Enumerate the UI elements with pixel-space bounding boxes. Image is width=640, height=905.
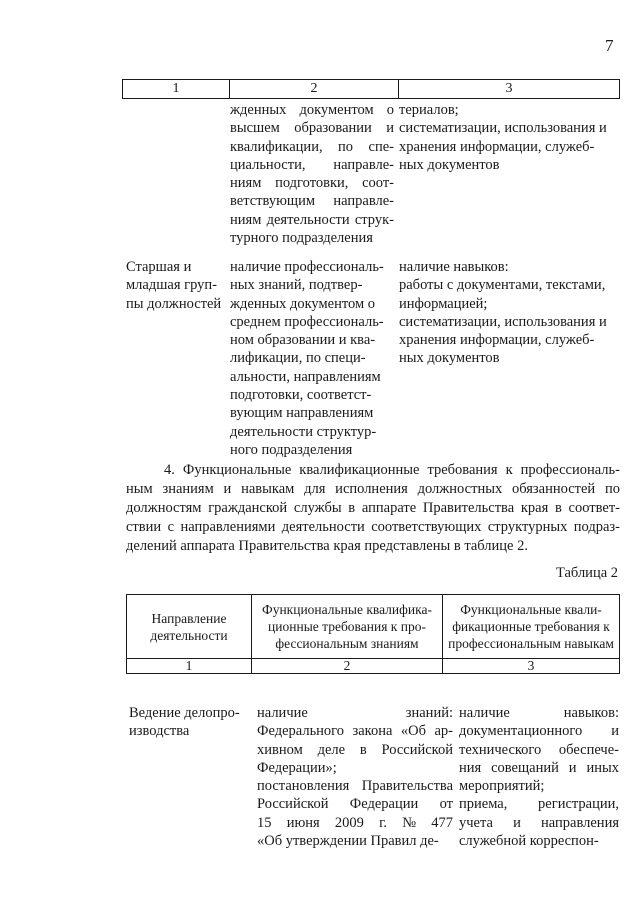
text-line: хранения информации, служеб- <box>399 138 595 155</box>
text-line: турного подразделения <box>230 230 373 247</box>
text-line: ниям подготовки, соот- <box>230 175 394 192</box>
text-line: наличие навыков: <box>459 705 619 721</box>
text-line: наличие навыков: <box>399 259 509 275</box>
text-line: Старшая и <box>126 259 192 275</box>
text-line: ния совещаний и иных <box>459 759 619 776</box>
text-line: альности, направлениям <box>230 368 381 385</box>
text-line: подготовки, соответст- <box>230 387 372 404</box>
text-line: ных документов <box>399 350 500 367</box>
text-line: 15 июня 2009 г. № 477 <box>257 814 453 831</box>
text-line: пы должностей <box>126 295 222 312</box>
text-line: информацией; <box>399 295 488 312</box>
text-line: должностям гражданской службы в аппарате Правительства края в соответ- <box>126 500 620 516</box>
text-line: постановления Правительства <box>257 778 453 795</box>
text-line: «Об утверждении Правил де- <box>257 833 439 850</box>
text-line: технического обеспече- <box>459 741 619 758</box>
text-line: хранения информации, служеб- <box>399 332 595 349</box>
text-line: ных знаний, подтвер- <box>230 277 363 294</box>
text-line: Российской Федерации от <box>257 796 453 813</box>
table-2-column-number-3: 3 <box>443 659 620 674</box>
text-line: лификации, по специ- <box>230 350 366 367</box>
text-line: изводства <box>129 723 190 740</box>
text-line: Федерального закона «Об ар- <box>257 723 453 740</box>
text-line: делений аппарата Правительства края представлены в таблице 2. <box>126 538 528 554</box>
text-line: документационного и <box>459 723 619 740</box>
table1-column-numbers <box>122 79 620 99</box>
text-line: работы с документами, текстами, <box>399 277 606 294</box>
continued-knowledge-cell <box>230 101 394 247</box>
paragraph-4 <box>126 461 620 556</box>
text-line: учета и направления <box>459 814 619 831</box>
text-line: Ведение делопро- <box>129 705 240 721</box>
group-knowledge-cell <box>230 258 394 459</box>
text-line: младшая груп- <box>126 277 217 294</box>
table-2-header-direction: Направление деятельности <box>127 595 252 659</box>
text-line: систематизации, использования и <box>399 120 607 137</box>
continued-skills-cell <box>399 101 620 174</box>
text-line: 4. Функциональные квалификационные требования к профессиональ- <box>164 462 620 478</box>
text-line: систематизации, использования и <box>399 313 607 330</box>
group-skills-cell <box>399 258 620 368</box>
column-number-2: 2 <box>230 80 399 99</box>
table-2-column-number-2: 2 <box>252 659 443 674</box>
text-line: ным знаниям и навыкам для исполнения должностных обязанностей по <box>126 481 620 497</box>
table-2-skills-cell <box>459 704 619 850</box>
table-2-header-knowledge: Функциональные квалифика-ционные требования к про-фессиональным знаниям <box>252 595 443 659</box>
text-line: циальности, направле- <box>230 156 394 173</box>
text-line: териалов; <box>399 102 459 118</box>
position-group-cell <box>126 258 230 313</box>
text-line: вующим направлениям <box>230 405 374 422</box>
text-line: ного подразделения <box>230 441 353 458</box>
table-2 <box>126 594 620 674</box>
text-line: ниям деятельности струк- <box>230 211 394 228</box>
table-2-header-skills: Функциональные квали-фикационные требования к профессиональным навыкам <box>443 595 620 659</box>
table-2-knowledge-cell <box>257 704 453 850</box>
text-line: хивном деле в Российской <box>257 741 453 758</box>
table-2-caption: Таблица 2 <box>556 565 619 581</box>
text-line: ветствующим направле- <box>230 193 394 210</box>
text-line: Федерации»; <box>257 759 337 776</box>
text-line: наличие профессиональ- <box>230 259 384 275</box>
text-line: жденных документом о <box>230 295 376 312</box>
page-number: 7 <box>605 36 614 55</box>
column-number-1: 1 <box>123 80 230 99</box>
text-line: наличие знаний: <box>257 705 453 721</box>
text-line: ствии с направлениями деятельности соответствующих структурных подраз- <box>126 519 620 535</box>
table-2-column-number-1: 1 <box>127 659 252 674</box>
text-line: служебной корреспон- <box>459 833 599 850</box>
text-line: деятельности структур- <box>230 423 377 440</box>
text-line: ных документов <box>399 156 500 173</box>
table-2-direction-cell <box>129 704 249 741</box>
column-number-3: 3 <box>399 80 620 99</box>
text-line: приема, регистрации, <box>459 796 619 813</box>
text-line: квалификации, по спе- <box>230 138 394 155</box>
text-line: высшем образовании и <box>230 120 394 137</box>
text-line: жденных документом о <box>230 102 394 118</box>
text-line: ном образовании и ква- <box>230 332 376 349</box>
text-line: среднем профессиональ- <box>230 313 384 330</box>
text-line: мероприятий; <box>459 778 545 795</box>
